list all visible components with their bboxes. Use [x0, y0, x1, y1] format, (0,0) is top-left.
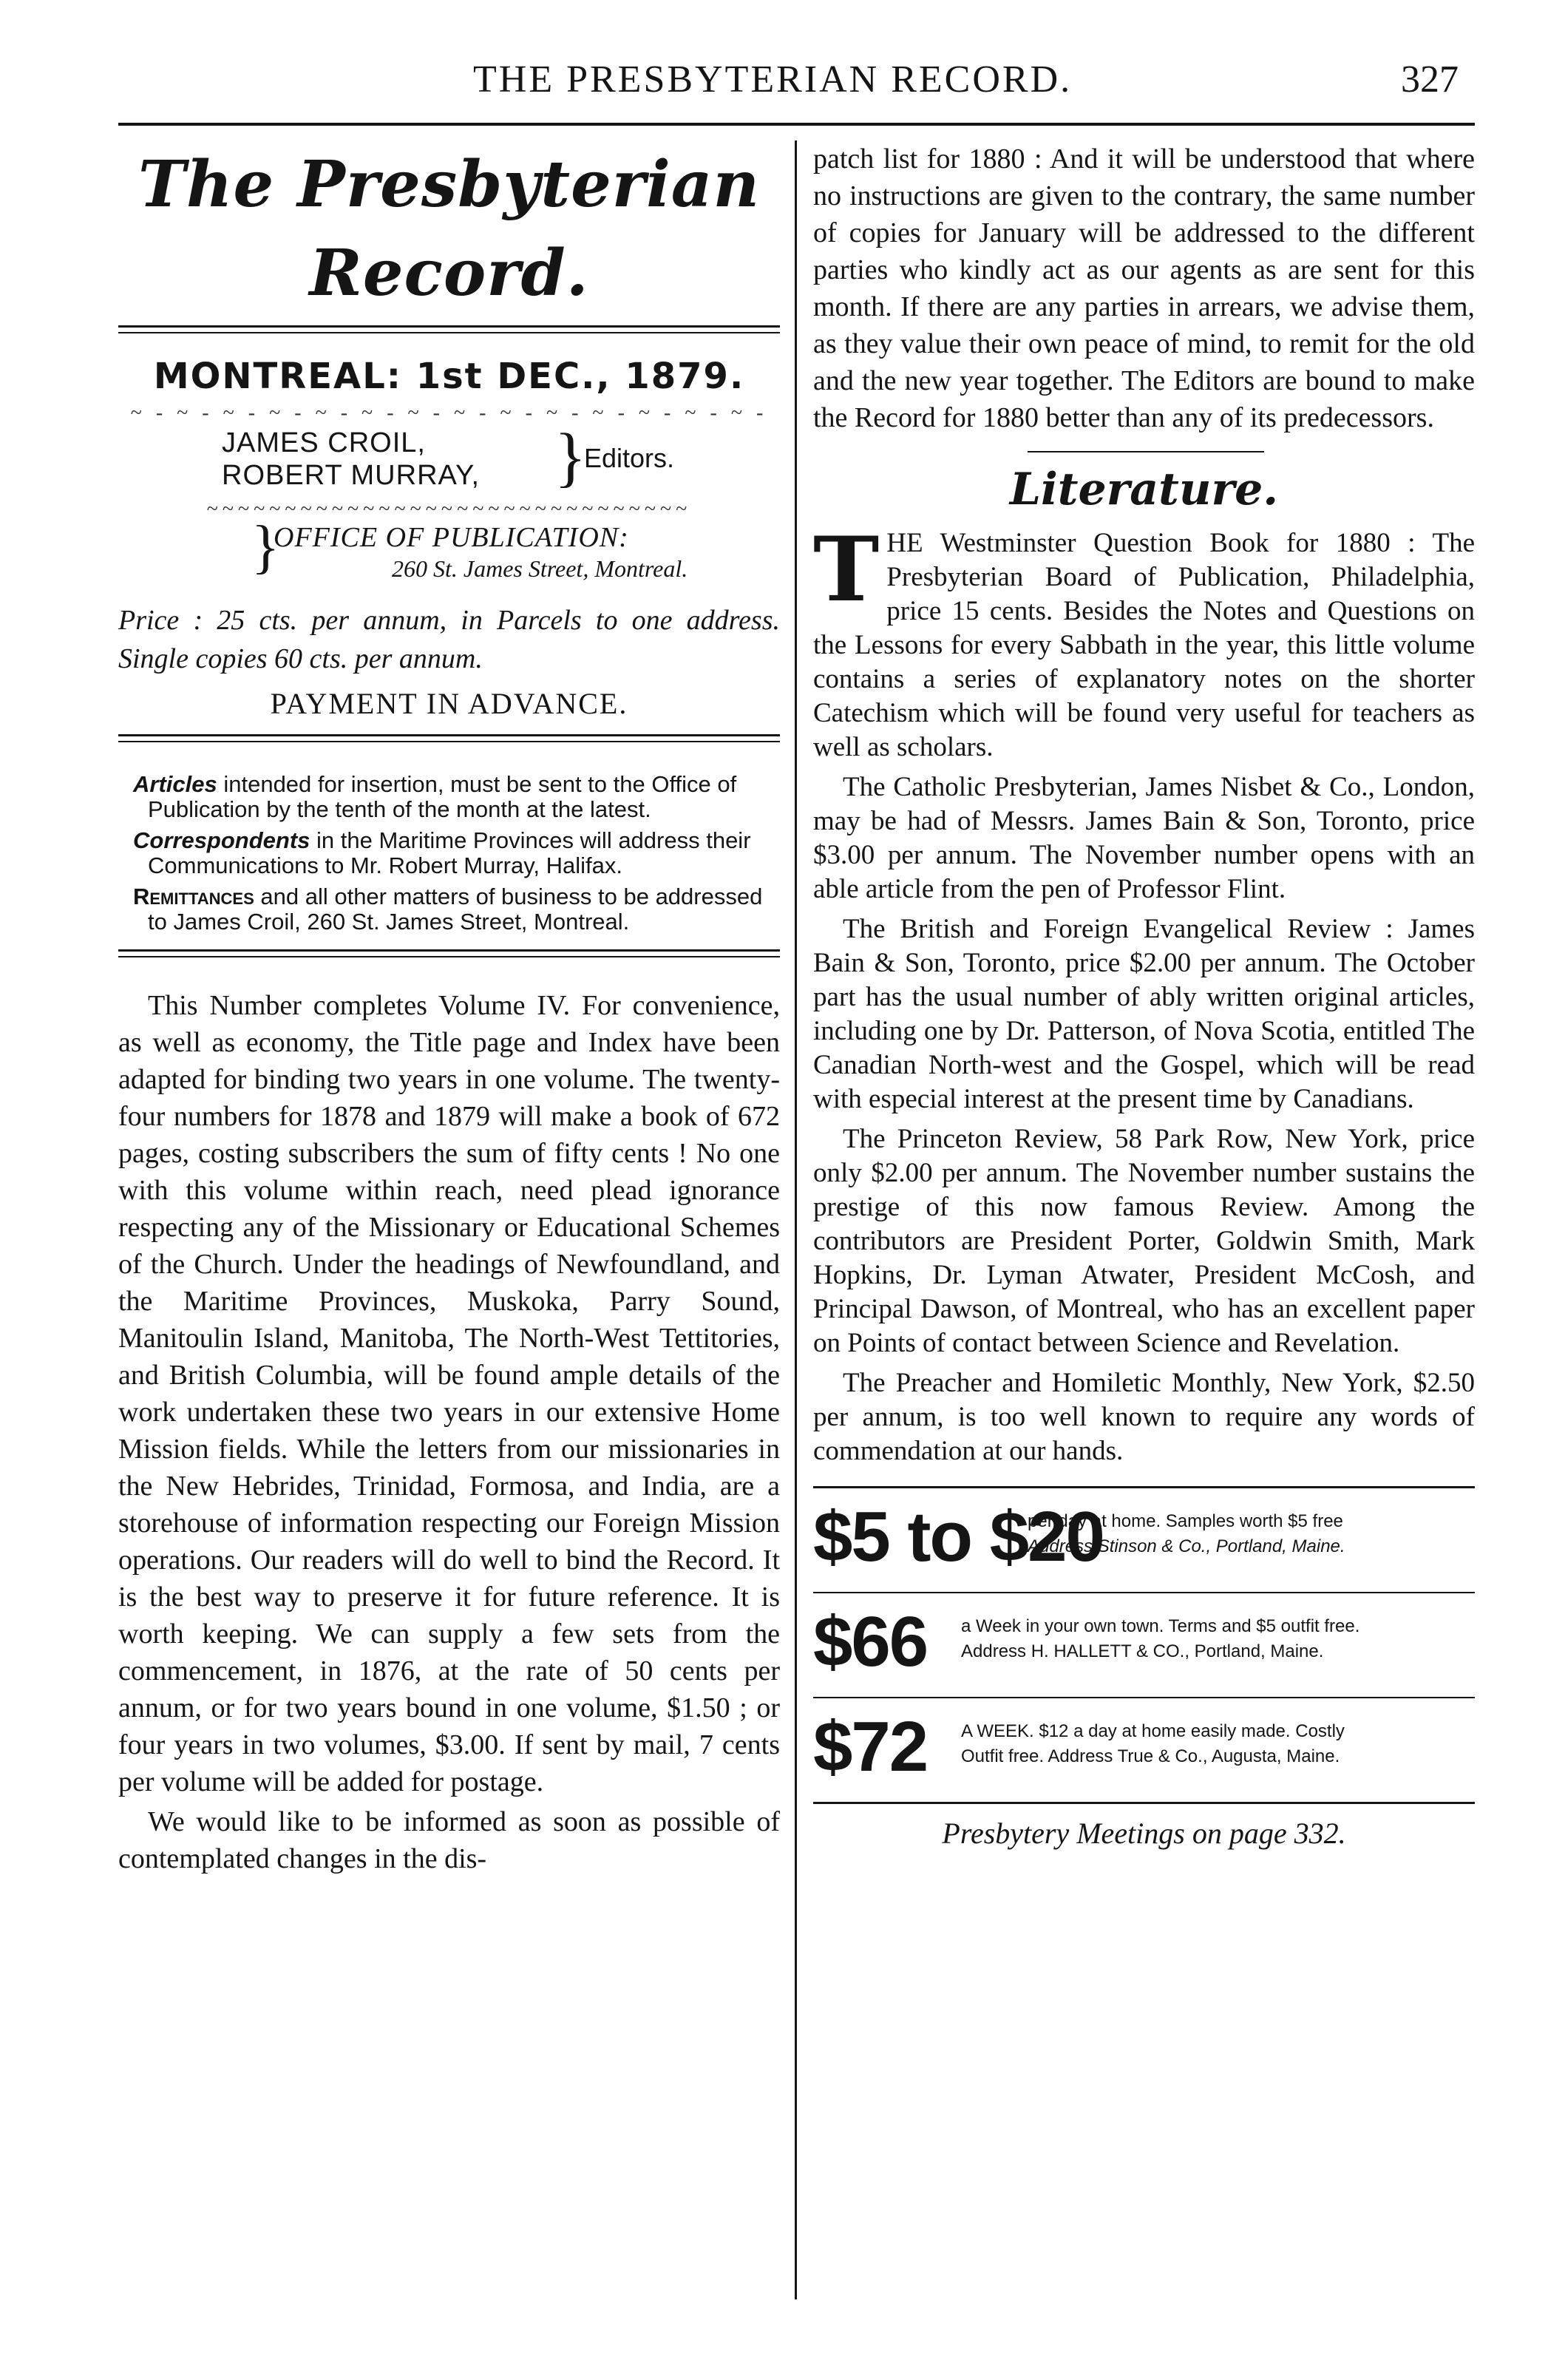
literature-item: The Catholic Presbyterian, James Nisbet & Co., London, may be had of Messrs. James Bain & Son, Toronto, price $3.00 per annum. The November number opens with an able article from the pen of Professor Flint. — [813, 772, 1475, 904]
editors-block — [118, 421, 780, 502]
ad-copy — [1028, 1509, 1345, 1559]
price-line: Price : 25 cts. per annum, in Parcels to one address. Single copies 60 cts. per annum. — [118, 605, 780, 674]
editor-name: ROBERT MURRAY, — [222, 460, 481, 491]
ad-line: a Week in your own town. Terms and $5 outfit free. — [961, 1616, 1360, 1636]
notice-lead: Correspondents — [133, 827, 310, 853]
advertisement — [813, 1496, 1475, 1584]
payment-line: PAYMENT IN ADVANCE. — [270, 687, 628, 720]
office-heading: OFFICE OF PUBLICATION: — [274, 522, 629, 553]
ad-rule — [813, 1802, 1475, 1804]
notice-item — [133, 772, 780, 822]
literature-item: The British and Foreign Evangelical Review : James Bain & Son, Toronto, price $2.00 per annum. The October part has the usual number of ably written original articles, including one by Dr. Patterson, of Nova Scotia, entitled The Canadian North-west and the Gospel, which will be read with especial interest at the present time by Canadians. — [813, 914, 1475, 1114]
notice-text: in the Maritime Provinces will address their Communications to Mr. Robert Murray, Halifax. — [148, 827, 751, 878]
literature-text: HE Westminster Question Book for 1880 : The Presbyterian Board of Publication, Philadelphia, price 15 cents. Besides the Notes and Questions on the Lessons for every Sabbath in the year, this little volume contains a series of explanatory notes on the shorter Catechism which will be found very useful for teachers as well as scholars. — [813, 528, 1475, 762]
ad-line: per day at home. Samples worth $5 free — [1028, 1511, 1343, 1531]
column-divider — [795, 140, 797, 2299]
section-rule — [118, 734, 780, 736]
office-address: 260 St. James Street, Montreal. — [392, 555, 688, 582]
section-rule-2 — [118, 956, 780, 957]
running-head — [0, 58, 1548, 109]
brace-glyph: } — [251, 515, 280, 580]
ad-headline: $72 — [813, 1707, 928, 1786]
ad-copy — [961, 1719, 1345, 1769]
running-head-title: THE PRESBYTERIAN RECORD. — [473, 58, 1073, 101]
ad-rule — [813, 1486, 1475, 1488]
ad-copy — [961, 1614, 1359, 1664]
section-rule — [118, 949, 780, 952]
literature-item: The Princeton Review, 58 Park Row, New York, price only $2.00 per annum. The November number sustains the prestige of this now famous Review. Among the contributors are President Porter, Goldwin Smith, Mark Hopkins, Dr. Lyman Atwater, President McCosh, and Principal Dawson, of Montreal, who has an excellent paper on Points of contact between Science and Revelation. — [813, 1124, 1475, 1358]
editor-names — [222, 427, 480, 492]
body-paragraph: patch list for 1880 : And it will be understood that where no instructions are given to the contrary, the same number of copies for January will be addressed to the different parties who kindly act as our agents as are sent for this month. If there are any parties in arrears, we advise them, as they value their own peace of mind, to remit for the old and the new year together. The Editors are bound to make the Record for 1880 better than any of its predecessors. — [813, 143, 1475, 433]
notice-lead: Remittances — [133, 884, 254, 909]
dateline: MONTREAL: 1st DEC., 1879. — [153, 356, 745, 397]
ad-headline: $5 to $20 — [813, 1497, 1104, 1576]
section-rule-2 — [118, 741, 780, 742]
office-block — [118, 517, 780, 591]
ad-headline: $66 — [813, 1602, 928, 1681]
literature-item: The Preacher and Homiletic Monthly, New York, $2.50 per annum, is too well known to require any words of commendation at our hands. — [813, 1368, 1475, 1466]
editors-label: Editors. — [584, 443, 675, 473]
right-top-text — [813, 140, 1475, 436]
drop-cap: T — [813, 518, 880, 622]
ad-line: A WEEK. $12 a day at home easily made. Costly — [961, 1721, 1345, 1741]
short-rule — [1028, 451, 1264, 452]
notices — [118, 772, 780, 935]
brace-glyph: } — [554, 421, 587, 494]
footer-note: Presbytery Meetings on page 332. — [942, 1817, 1346, 1850]
right-column — [813, 140, 1475, 1856]
editor-name: JAMES CROIL, — [222, 427, 426, 458]
ad-line: Address H. HALLETT & CO., Portland, Maine. — [961, 1641, 1324, 1661]
header-rule — [118, 123, 1475, 126]
body-paragraph: We would like to be informed as soon as possible of contemplated changes in the dis- — [118, 1806, 780, 1874]
ad-line: Address Stinson & Co., Portland, Maine. — [1028, 1536, 1345, 1556]
left-body — [118, 987, 780, 1877]
notice-item — [133, 828, 780, 878]
masthead-rule-2 — [118, 332, 780, 333]
left-column — [118, 140, 780, 1880]
ad-rule — [813, 1697, 1475, 1698]
advertisement — [813, 1706, 1475, 1794]
masthead-rule — [118, 325, 780, 328]
literature-heading: Literature. — [1009, 464, 1279, 515]
literature-item — [813, 518, 1475, 764]
wavy-rule: ~~~~~~~~~~~~~~~~~~~~~~~~~~~~~~~ — [206, 502, 692, 517]
page-number: 327 — [1401, 58, 1459, 101]
notice-text: intended for insertion, must be sent to the Office of Publication by the tenth of the month at the latest. — [148, 771, 737, 822]
advertisement — [813, 1601, 1475, 1689]
literature-section — [813, 518, 1475, 1468]
notice-item — [133, 884, 780, 935]
ad-line: Outfit free. Address True & Co., Augusta, Maine. — [961, 1746, 1340, 1766]
notice-lead: Articles — [133, 771, 217, 797]
wavy-rule: ~ - ~ - ~ - ~ - ~ - ~ - ~ - ~ - ~ - ~ - ~ - ~ - ~ - ~ - — [130, 406, 768, 421]
masthead-title: The Presbyterian Record. — [138, 147, 761, 311]
body-paragraph: This Number completes Volume IV. For convenience, as well as economy, the Title page and Index have been adapted for binding two years in one volume. The twenty-four numbers for 1878 and 1879 will make a book of 672 pages, costing subscribers the sum of fifty cents ! No one with this volume within reach, need plead ignorance respecting any of the Missionary or Educational Schemes of the Church. Under the headings of Newfoundland, and the Maritime Provinces, Muskoka, Parry Sound, Manitoulin Island, Manitoba, The North-West Tettitories, and British Columbia, will be found ample details of the work undertaken these two years in our extensive Home Mission fields. While the letters from our missionaries in the New Hebrides, Trinidad, Formosa, and India, are a storehouse of information respecting our Foreign Mission operations. Our readers will do well to bind the Record. It is the best way to preserve it for future reference. It is worth keeping. We can supply a few sets from the commencement, in 1876, at the rate of 50 cents per annum, or for two years bound in one volume, $1.50 ; or four years in two volumes, $3.00. If sent by mail, 7 cents per volume will be added for postage. — [118, 990, 780, 1797]
ad-rule — [813, 1592, 1475, 1593]
notice-text: and all other matters of business to be addressed to James Croil, 260 St. James Street, Montreal. — [148, 884, 763, 935]
